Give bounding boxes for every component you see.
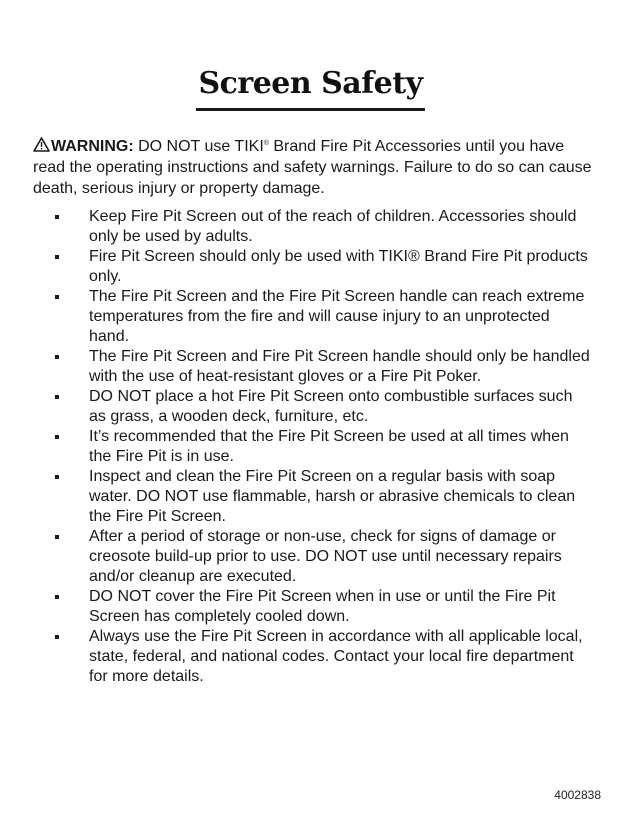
list-item-text: It’s recommended that the Fire Pit Screen be used at all times when the Fire Pit is in use. xyxy=(89,428,569,465)
safety-list xyxy=(33,207,593,687)
page-title: Screen Safety xyxy=(196,66,424,111)
list-item-text: Keep Fire Pit Screen out of the reach of children. Accessories should only be used by adults. xyxy=(89,208,577,245)
list-item xyxy=(33,427,593,467)
list-item-text: After a period of storage or non-use, check for signs of damage or creosote build-up prior to use. DO NOT use until necessary repairs and/or cleanup are executed. xyxy=(89,528,562,585)
warning-text-1: DO NOT use TIKI xyxy=(133,138,264,155)
bullet-icon xyxy=(55,215,59,219)
list-item-text: DO NOT cover the Fire Pit Screen when in use or until the Fire Pit Screen has completely cooled down. xyxy=(89,588,556,625)
list-item-text: The Fire Pit Screen and Fire Pit Screen handle should only be handled with the use of heat-resistant gloves or a Fire Pit Poker. xyxy=(89,348,590,385)
list-item xyxy=(33,587,593,627)
bullet-icon xyxy=(55,595,59,599)
bullet-icon xyxy=(55,255,59,259)
list-item xyxy=(33,387,593,427)
product-code: 4002838 xyxy=(554,788,601,802)
title-container xyxy=(0,66,621,111)
list-item-text: DO NOT place a hot Fire Pit Screen onto combustible surfaces such as grass, a wooden deck, furniture, etc. xyxy=(89,388,573,425)
bullet-icon xyxy=(55,535,59,539)
warning-label: WARNING: xyxy=(51,138,134,155)
list-item-text: Always use the Fire Pit Screen in accordance with all applicable local, state, federal, and national codes. Contact your local fire department for more details. xyxy=(89,628,583,685)
bullet-icon xyxy=(55,475,59,479)
list-item xyxy=(33,247,593,287)
bullet-icon xyxy=(55,355,59,359)
list-item xyxy=(33,207,593,247)
list-item xyxy=(33,347,593,387)
bullet-icon xyxy=(55,295,59,299)
warning-text-2: Brand Fire Pit Accessories until you have read the operating instructions and safety warnings. Failure to do so can cause death, serious injury or property damage. xyxy=(33,138,592,197)
list-item-text: Fire Pit Screen should only be used with TIKI® Brand Fire Pit products only. xyxy=(89,248,588,285)
bullet-icon xyxy=(55,635,59,639)
list-item xyxy=(33,467,593,527)
trademark-symbol: ® xyxy=(263,140,269,147)
list-item xyxy=(33,287,593,347)
list-item-text: The Fire Pit Screen and the Fire Pit Screen handle can reach extreme temperatures from the fire and will cause injury to an unprotected hand. xyxy=(89,288,585,345)
warning-triangle-icon xyxy=(33,137,50,152)
list-item xyxy=(33,527,593,587)
list-item-text: Inspect and clean the Fire Pit Screen on a regular basis with soap water. DO NOT use flammable, harsh or abrasive chemicals to clean the Fire Pit Screen. xyxy=(89,468,576,525)
list-item xyxy=(33,627,593,687)
warning-paragraph xyxy=(33,133,593,199)
bullet-icon xyxy=(55,435,59,439)
bullet-icon xyxy=(55,395,59,399)
